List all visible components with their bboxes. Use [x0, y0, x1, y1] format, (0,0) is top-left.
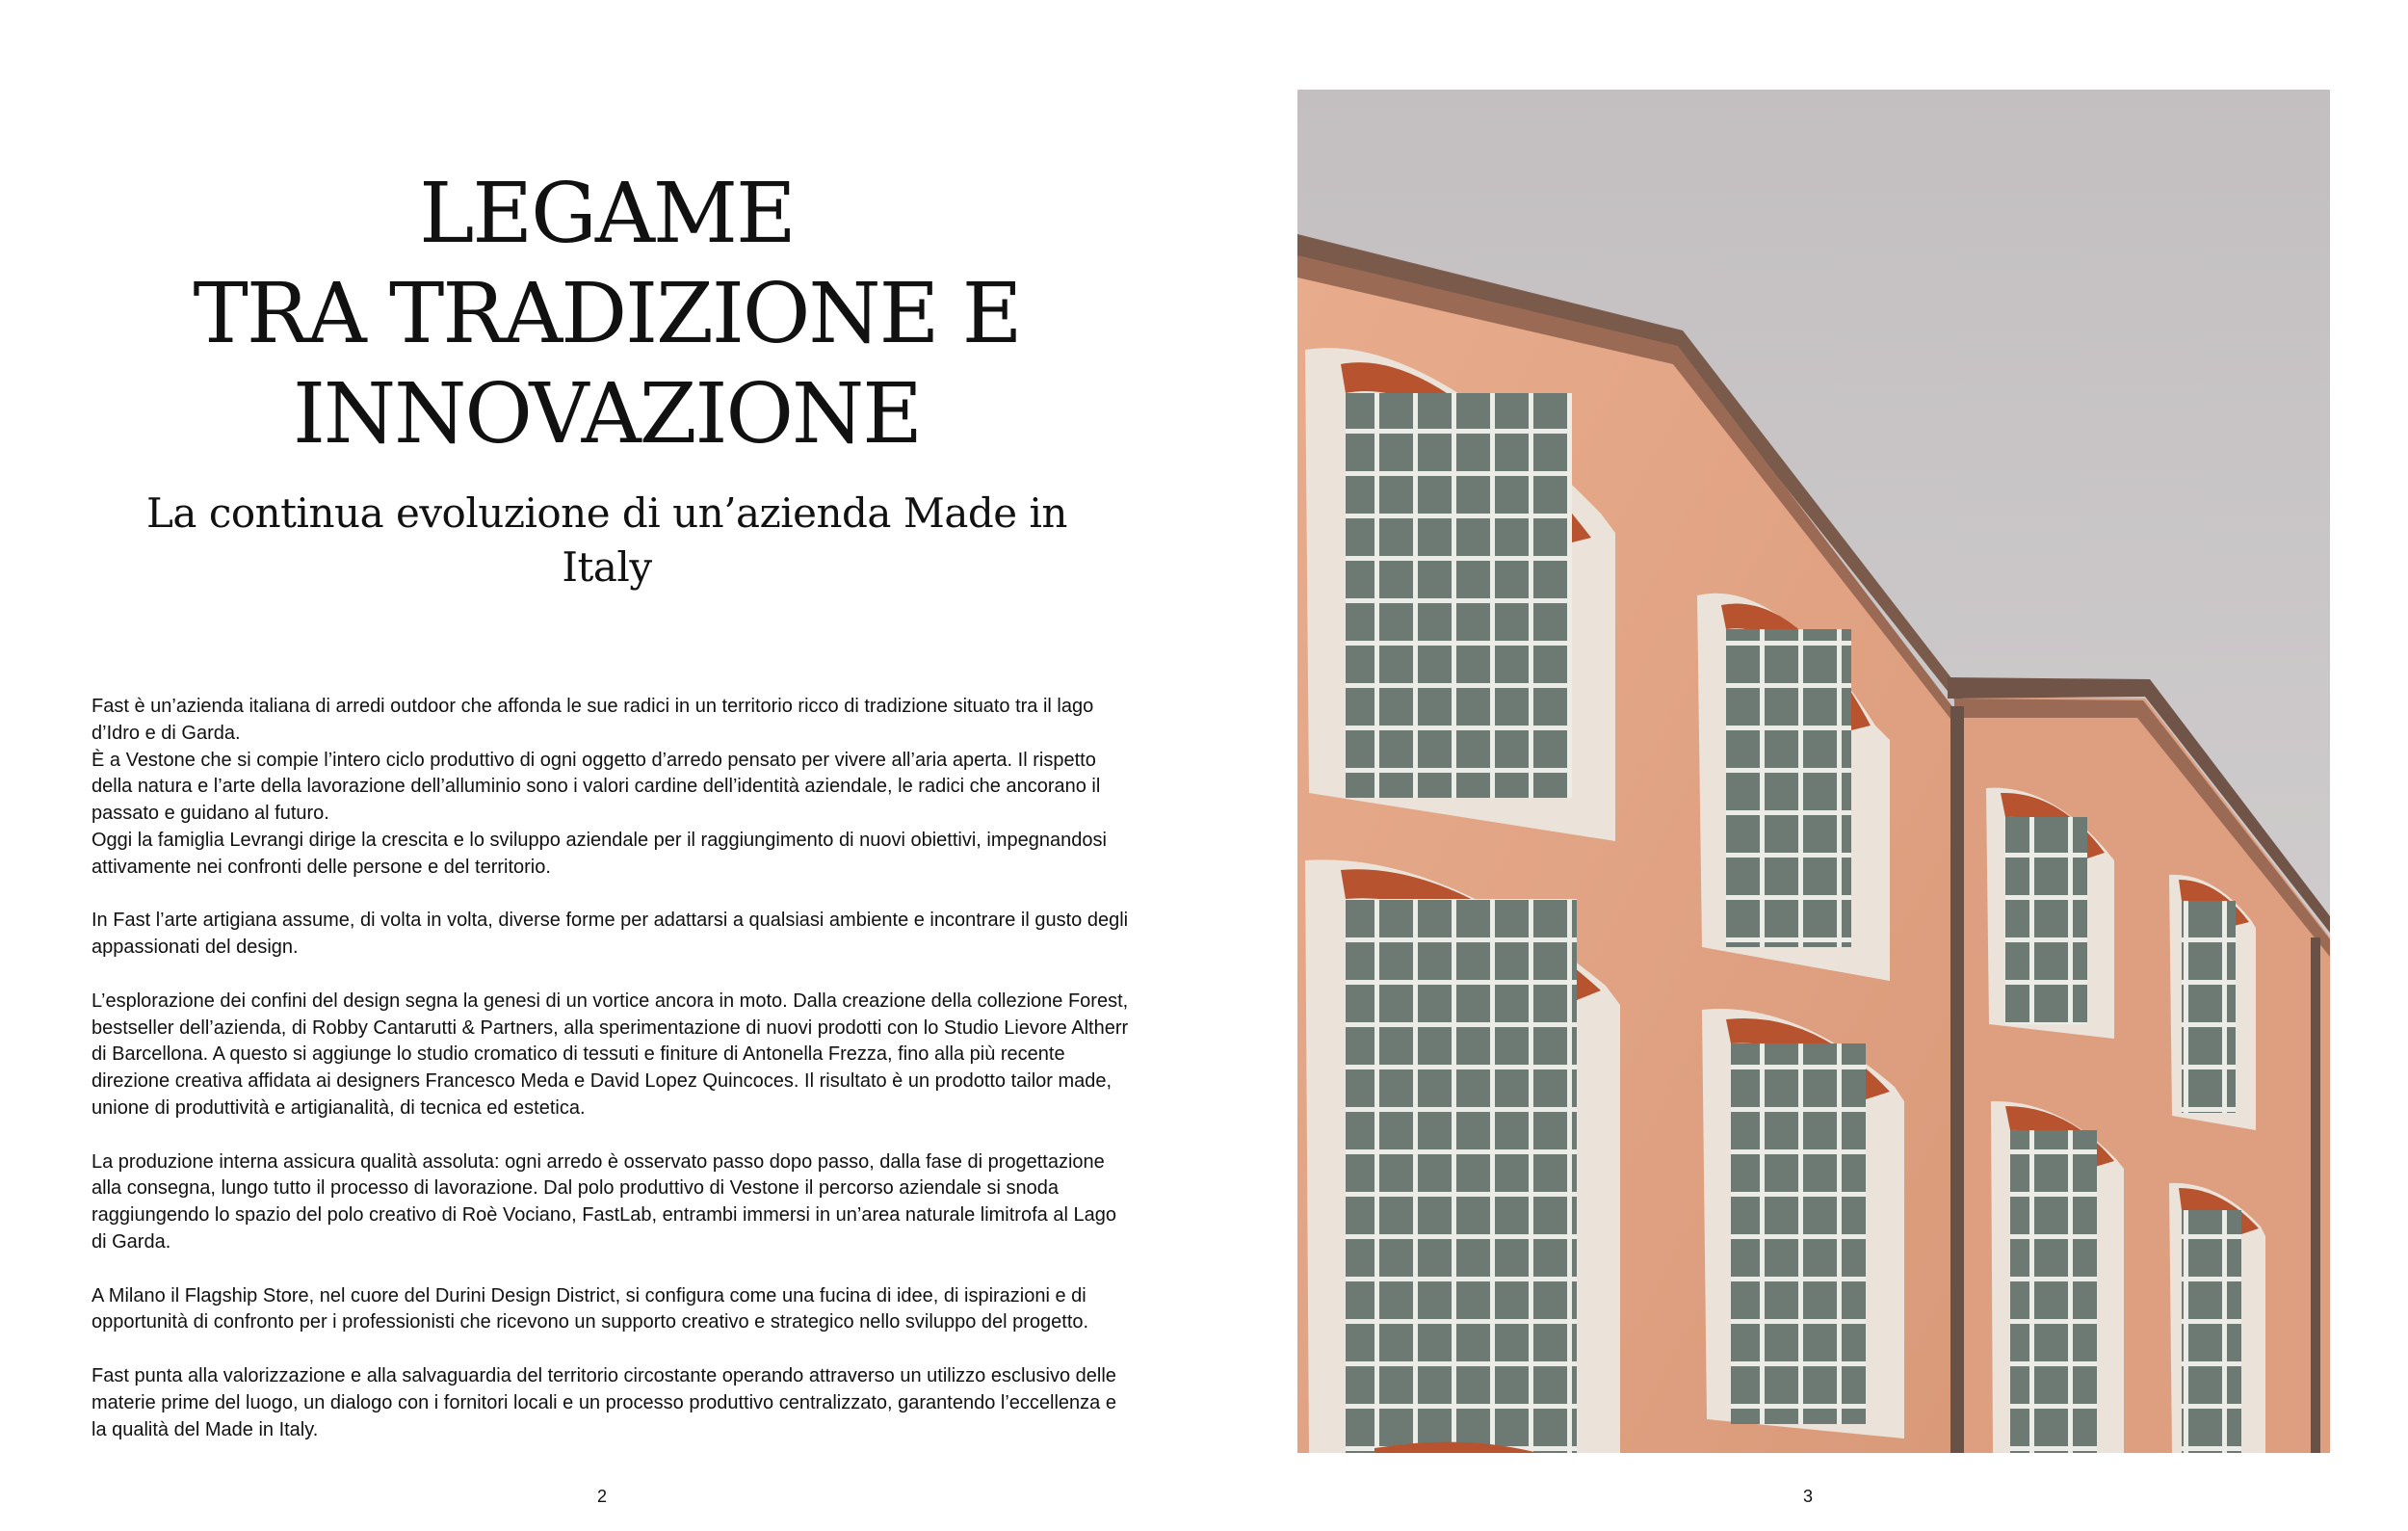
paragraph-milano: A Milano il Flagship Store, nel cuore del Durini Design District, si configura come una fucina di idee, di ispirazioni e di opportunità di confronto per i professionisti che ricevono un supporto creativo e strategico nello sviluppo del progetto.: [92, 1284, 1089, 1333]
paragraph-production: La produzione interna assicura qualità assoluta: ogni arredo è osservato passo dopo passo, dalla fase di progettazione alla consegna, lungo tutto il processo di lavorazione. Dal polo produttivo di Vestone il percorso aziendale si snoda raggiungendo lo spazio del polo creativo di Roè Vociano, FastLab, entrambi immersi in un’area naturale limitrofa al Lago di Garda.: [92, 1150, 1116, 1253]
paragraph-intro: Fast è un’azienda italiana di arredi outdoor che affonda le sue radici in un territorio ricco di tradizione situato tra il lago d’Idro e di Garda.: [92, 696, 1094, 744]
paragraph-vestone: È a Vestone che si compie l’intero ciclo produttivo di ogni oggetto d’arredo pensato per vivere all’aria aperta. Il rispetto della natura e l’arte della lavorazione dell’alluminio sono i valori cardine dell’identità aziendale, le radici che ancorano il passato e guidano al futuro.: [92, 749, 1101, 825]
title-line-3: INNOVAZIONE: [292, 366, 922, 462]
title-line-1: LEGAME: [419, 166, 795, 262]
paragraph-territory: Fast punta alla valorizzazione e alla salvaguardia del territorio circostante operando attraverso un utilizzo esclusivo delle materie prime del luogo, un dialogo con i fornitori locali e un processo produttivo centralizzato, garantendo l’eccellenza e la qualità del Made in Italy.: [92, 1364, 1116, 1440]
page-subtitle: La continua evoluzione di un’azienda Made in Italy: [146, 489, 1067, 591]
title-line-2: TRA TRADIZIONE E: [193, 266, 1021, 362]
page-number-right: 3: [1803, 1487, 1814, 1506]
page-title: [96, 164, 1117, 464]
building-facade-icon: [1297, 90, 2330, 1453]
paragraph-family: Oggi la famiglia Levrangi dirige la crescita e lo sviluppo aziendale per il raggiungimento di nuovi obiettivi, impegnandosi attivamente nei confronti delle persone e del territorio.: [92, 829, 1107, 878]
page-number-left: 2: [597, 1487, 608, 1506]
right-page: [1204, 0, 2408, 1531]
paragraph-craft: In Fast l’arte artigiana assume, di volta in volta, diverse forme per adattarsi a qualsiasi ambiente e incontrare il gusto degli appassionati del design.: [92, 910, 1129, 959]
body-text: [92, 694, 1132, 1470]
building-facade-photo: [1297, 90, 2330, 1453]
paragraph-design: L’esplorazione dei confini del design segna la genesi di un vortice ancora in moto. Dalla creazione della collezione Forest, bestseller dell’azienda, di Robby Cantarutti & Partners, alla sperimentazione di nuovi prodotti con lo Studio Lievore Altherr di Barcellona. A questo si aggiunge lo studio cromatico di tessuti e finiture di Antonella Frezza, fino alla più recente direzione creativa affidata ai designers Francesco Meda e David Lopez Quincoces. Il risultato è un prodotto tailor made, unione di produttività e artigianalità, di tecnica ed estetica.: [92, 990, 1129, 1119]
